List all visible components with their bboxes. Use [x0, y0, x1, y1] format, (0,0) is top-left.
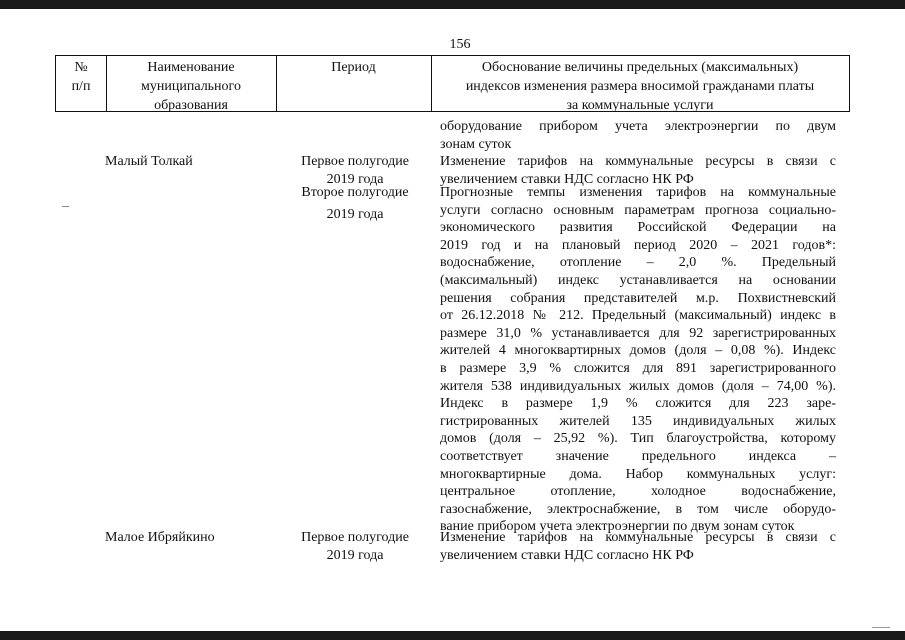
- text-line: оборудование прибором учета электроэнергии по двум: [440, 119, 836, 134]
- scan-artifact: [62, 206, 69, 207]
- text-line: в размере 3,9 % сложится для 891 зарегистрированного: [440, 360, 836, 376]
- text-line: жителя 538 индивидуальных жилых домов (доля – 74,00 %).: [440, 378, 836, 394]
- carryover-description: [440, 118, 836, 153]
- header-col-name-line2: муниципального: [141, 79, 241, 94]
- municipality-name: Малое Ибряйкино: [105, 530, 215, 545]
- text-line: (максимальный) индекс устанавливается на основании: [440, 272, 836, 288]
- text-line: решения собрания представителей м.р. Похвистневский: [440, 290, 836, 306]
- text-line: 2019 год и на плановый период 2020 – 2021 годов*:: [440, 237, 836, 253]
- period-second-half: [280, 184, 430, 223]
- text-line: вание прибором учета электроэнергии по двум зонам суток: [440, 519, 795, 535]
- header-col-basis-line1: Обоснование величины предельных (максимальных): [481, 60, 799, 75]
- period-line: 2019 года: [326, 171, 384, 187]
- text-line: зонам суток: [440, 136, 512, 152]
- scan-top-border: [0, 0, 905, 9]
- text-line: домов (доля – 25,92 %). Тип благоустройства, которому: [440, 431, 836, 447]
- text-line: размере 31,0 % устанавливается для 92 зарегистрированных: [440, 325, 836, 341]
- text-line: увеличением ставки НДС согласно НК РФ: [440, 547, 694, 563]
- text-line: многоквартирные дома. Набор коммунальных услуг:: [440, 466, 836, 482]
- scan-bottom-border: [0, 631, 905, 640]
- header-col-name-line3: образования: [154, 98, 228, 113]
- basis-description: [440, 184, 836, 536]
- page-number: 156: [449, 37, 471, 52]
- scan-artifact: [872, 627, 890, 628]
- period-line: 2019 года: [326, 547, 384, 563]
- header-col-name-line1: Наименование: [147, 60, 235, 75]
- text-line: Изменение тарифов на коммунальные ресурсы в связи с: [440, 154, 836, 169]
- text-line: Изменение тарифов на коммунальные ресурсы в связи с: [440, 530, 836, 545]
- basis-description: [440, 153, 836, 188]
- header-col-basis-line3: за коммунальные услуги: [566, 98, 714, 113]
- text-line: газоснабжение, электроснабжение, в том числе оборудо-: [440, 501, 836, 517]
- header-col-period: [276, 56, 431, 111]
- header-col-period-label: Период: [331, 60, 376, 75]
- text-line: гистрированных жителей 135 индивидуальных жилых: [440, 413, 836, 429]
- header-col-number: [56, 56, 106, 111]
- header-col-basis: [431, 56, 849, 111]
- text-line: увеличением ставки НДС согласно НК РФ: [440, 171, 694, 187]
- period-line: Первое полугодие: [301, 154, 409, 169]
- municipality-name: Малый Толкай: [105, 154, 193, 169]
- period-first-half: [280, 529, 430, 564]
- text-line: от 26.12.2018 № 212. Предельный (максимальный) индекс в: [440, 308, 836, 324]
- text-line: Прогнозные темпы изменения тарифов на коммунальные: [440, 185, 836, 200]
- text-line: жителей 4 многоквартирных домов (доля – 0,08 %). Индекс: [440, 343, 836, 359]
- text-line: Индекс в размере 1,9 % сложится для 223 заре-: [440, 396, 836, 412]
- header-col-basis-line2: индексов изменения размера вносимой гражданами платы: [465, 79, 815, 94]
- period-line: Первое полугодие: [301, 530, 409, 545]
- period-line: 2019 года: [326, 206, 384, 222]
- text-line: водоснабжение, отопление – 2,0 %. Предельный: [440, 255, 836, 271]
- basis-description: [440, 529, 836, 564]
- text-line: соответствует значение предельного индекса –: [440, 448, 836, 464]
- header-col-number-line2: п/п: [71, 79, 91, 94]
- text-line: услуги согласно основным параметрам прогноза социально-: [440, 202, 836, 218]
- text-line: центральное отопление, холодное водоснабжение,: [440, 484, 836, 500]
- text-line: экономического развития Российской Федерации на: [440, 220, 836, 236]
- period-line: Второе полугодие: [301, 185, 409, 200]
- header-col-name: [106, 56, 276, 111]
- table-header: [55, 55, 850, 112]
- header-col-number-line1: №: [74, 60, 88, 75]
- period-first-half: [280, 153, 430, 188]
